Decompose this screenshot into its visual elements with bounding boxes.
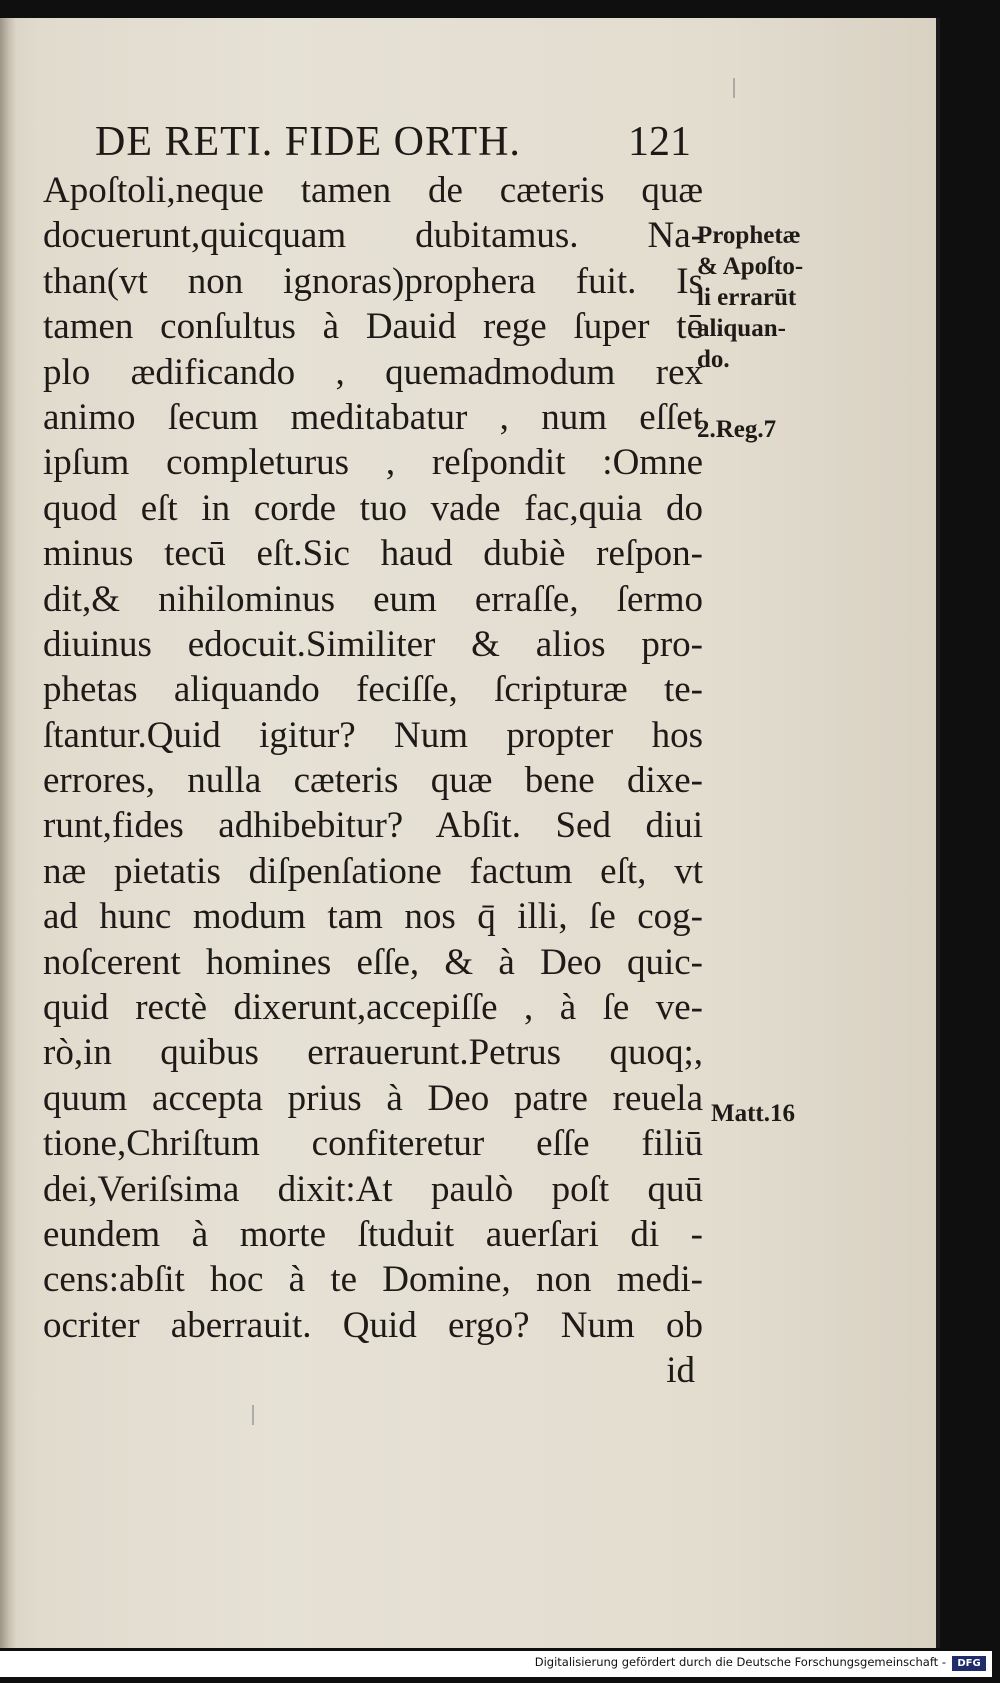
running-header xyxy=(95,118,695,174)
text-line: næ pietatis diſpenſatione factum eſt, vt xyxy=(43,850,703,892)
text-line: dit,& nihilominus eum erraſſe, ſermo xyxy=(43,578,703,620)
marginal-note-line: do. xyxy=(697,346,730,373)
marginal-note-matt: Matt.16 xyxy=(711,1100,795,1127)
text-line: ipſum completurus , reſpondit :Omne xyxy=(43,442,703,484)
marginal-note-line: Prophetæ xyxy=(697,222,801,249)
main-text xyxy=(43,168,703,1394)
page-gutter xyxy=(0,18,16,1648)
text-line: errores, nulla cæteris quæ bene dixe- xyxy=(43,760,703,802)
running-title: DE RETI. FIDE ORTH. xyxy=(95,119,521,165)
marginal-note-line: li errarūt xyxy=(697,284,797,311)
text-line: tione,Chriſtum confiteretur eſſe filiū xyxy=(43,1123,703,1165)
paper-blemish xyxy=(252,1405,254,1425)
text-line: noſcerent homines eſſe, & à Deo quic- xyxy=(43,941,703,983)
text-line: quod eſt in corde tuo vade fac,quia do xyxy=(43,487,703,529)
text-line: diuinus edocuit.Similiter & alios pro- xyxy=(43,623,703,665)
marginal-note-line: & Apoſto- xyxy=(697,253,804,280)
text-line: dei,Veriſsima dixit:At paulò poſt quū xyxy=(43,1168,703,1210)
text-line: eundem à morte ſtuduit auerſari di - xyxy=(43,1213,703,1255)
dfg-logo: DFG xyxy=(952,1656,986,1671)
text-line: rò,in quibus errauerunt.Petrus quoq;, xyxy=(43,1032,703,1074)
page-number: 121 xyxy=(628,119,691,165)
text-line: runt,fides adhibebitur? Abſit. Sed diui xyxy=(43,805,703,847)
paper-blemish xyxy=(733,78,735,98)
text-line: than(vt non ignoras)prophera fuit. Is xyxy=(43,260,703,302)
text-line: animo ſecum meditabatur , num eſſet xyxy=(43,396,703,438)
catchword: id xyxy=(666,1350,695,1392)
text-line: phetas aliquando feciſſe, ſcripturæ te- xyxy=(43,669,703,711)
text-line: ocriter aberrauit. Quid ergo? Num ob xyxy=(43,1304,703,1346)
text-line: ſtantur.Quid igitur? Num propter hos xyxy=(43,714,703,756)
text-line: tamen conſultus à Dauid rege ſuper tē xyxy=(43,306,703,348)
footer-bar xyxy=(0,1651,992,1677)
text-line: plo ædificando , quemadmodum rex xyxy=(43,351,703,393)
text-line: Apoſtoli,neque tamen de cæteris quæ xyxy=(43,170,703,211)
funding-credit: Digitalisierung gefördert durch die Deutsche Forschungsgemeinschaft - xyxy=(534,1655,946,1669)
text-line: ad hunc modum tam nos q̄ illi, ſe cog- xyxy=(43,896,703,938)
text-line: docuerunt,quicquam dubitamus. Na- xyxy=(43,215,703,257)
marginal-note-line: aliquan- xyxy=(697,315,786,342)
text-line: cens:abſit hoc à te Domine, non medi- xyxy=(43,1259,703,1301)
marginal-note-prophets xyxy=(697,220,837,375)
text-line: minus tecū eſt.Sic haud dubiè reſpon- xyxy=(43,533,703,575)
text-line: quid rectè dixerunt,accepiſſe , à ſe ve- xyxy=(43,987,703,1029)
marginal-note-reg: 2.Reg.7 xyxy=(697,416,777,443)
text-line: quum accepta prius à Deo patre reuela xyxy=(43,1077,703,1119)
